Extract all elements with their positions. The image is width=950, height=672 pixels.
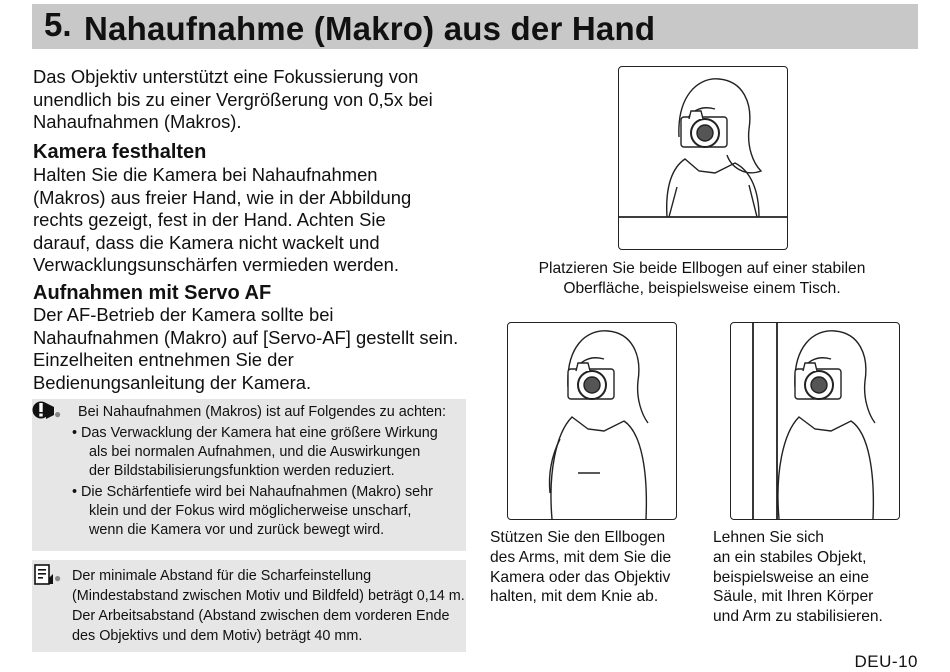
memo-line: des Objektivs und dem Motiv) beträgt 40 mm. [72,628,363,644]
title-bar [32,4,918,49]
caution-intro: Bei Nahaufnahmen (Makros) ist auf Folgendes zu achten: [78,404,446,420]
caution-item-line: der Bildstabilisierungsfunktion werden reduziert. [89,463,395,479]
caution-item-line: • Die Schärfentiefe wird bei Nahaufnahmen (Makro) sehr [72,484,433,500]
caption-line: Säule, mit Ihren Körper [713,588,874,606]
photographer-illustration [731,323,899,519]
right-figure-caption [713,528,913,627]
section1-paragraph [33,164,473,277]
section1-line: darauf, dass die Kamera nicht wackelt und [33,231,380,253]
page-number: DEU-10 [854,652,918,671]
caption-line: Oberfläche, beispielsweise einem Tisch. [563,279,841,297]
memo-notice [32,560,466,652]
photographer-illustration [508,323,676,519]
memo-line: Der Arbeitsabstand (Abstand zwischen dem vorderen Ende [72,608,450,624]
section1-line: Halten Sie die Kamera bei Nahaufnahmen [33,164,378,185]
caption-line: an ein stabiles Objekt, [713,548,867,566]
section2-paragraph [33,304,473,394]
left-figure-caption [490,528,690,607]
intro-paragraph [33,66,473,134]
section-number: 5. [44,6,72,43]
memo-icon [34,564,54,586]
photographer-illustration [619,67,787,249]
section-heading-kamera: Kamera festhalten [33,141,207,163]
section2-line: Nahaufnahmen (Makro) auf [Servo-AF] gestellt sein. [33,326,459,348]
memo-bullet: ● [54,571,62,585]
page-title: Nahaufnahme (Makro) aus der Hand [84,10,656,47]
caution-item-line: als bei normalen Aufnahmen, und die Auswirkungen [89,444,421,460]
caption-line: und Arm zu stabilisieren. [713,608,883,626]
figure-elbow-on-knee [507,322,677,520]
section2-line: Einzelheiten entnehmen Sie der [33,349,294,370]
intro-line: unendlich bis zu einer Vergrößerung von 0,5x bei [33,88,433,110]
section1-line: rechts gezeigt, fest in der Hand. Achten Sie [33,209,386,230]
caption-line: beispielsweise an eine [713,568,870,586]
memo-line: Der minimale Abstand für die Scharfeinstellung [72,568,372,584]
caption-line: Lehnen Sie sich [713,529,824,546]
memo-line: (Mindestabstand zwischen Motiv und Bildfeld) beträgt 0,14 m. [72,588,465,604]
section2-line: Der AF-Betrieb der Kamera sollte bei [33,304,334,325]
caution-icon [32,399,56,423]
intro-line: Das Objektiv unterstützt eine Fokussierung von [33,66,419,87]
figure-leaning-on-column [730,322,900,520]
caution-item-line: • Das Verwacklung der Kamera hat eine größere Wirkung [72,425,438,441]
top-figure-caption [500,259,904,299]
section-heading-servo: Aufnahmen mit Servo AF [33,282,272,304]
caption-line: halten, mit dem Knie ab. [490,588,659,606]
figure-elbows-on-table [618,66,788,250]
caption-line: Platzieren Sie beide Ellbogen auf einer stabilen [538,260,866,277]
caption-line: Kamera oder das Objektiv [490,568,671,586]
caution-item-line: klein und der Fokus wird möglicherweise unscharf, [89,503,412,519]
caption-line: Stützen Sie den Ellbogen [490,529,666,546]
section1-line: (Makros) aus freier Hand, wie in der Abbildung [33,186,412,208]
caution-notice [32,399,466,551]
section2-line: Bedienungsanleitung der Kamera. [33,371,312,393]
caption-line: des Arms, mit dem Sie die [490,548,672,566]
caution-item-line: wenn die Kamera vor und zurück bewegt wird. [89,522,385,538]
section1-line: Verwacklungsunschärfen vermieden werden. [33,254,399,275]
caution-bullet: ● [54,407,62,421]
intro-line: Nahaufnahmen (Makros). [33,111,242,132]
